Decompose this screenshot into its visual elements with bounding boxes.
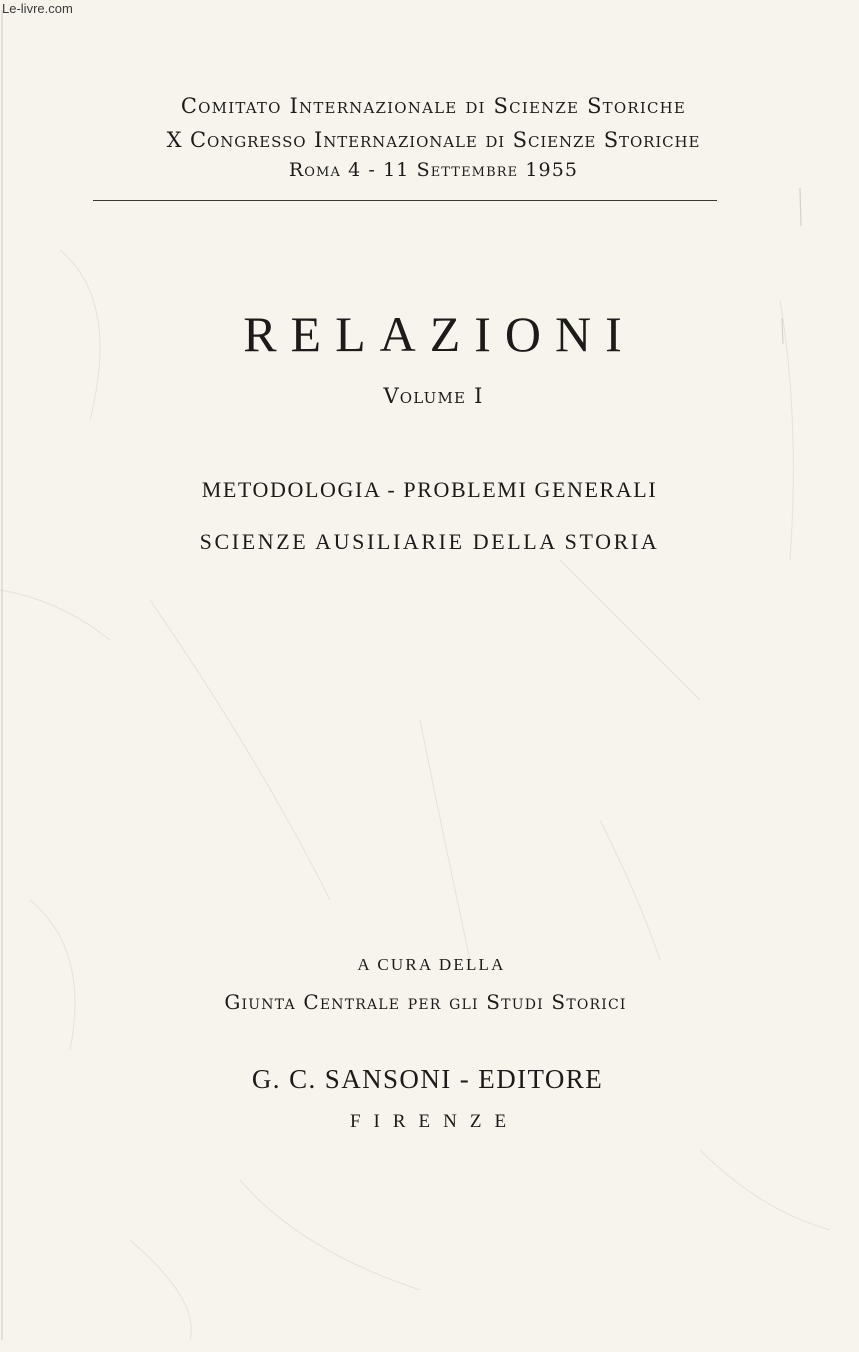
subject-line-2: SCIENZE AUSILIARIE DELLA STORIA [199, 529, 660, 554]
place-dates: Roma 4 - 11 Settembre 1955 [288, 159, 579, 181]
editor-name: Giunta Centrale per gli Studi Storici [224, 990, 627, 1014]
volume-label: Volume I [383, 384, 484, 408]
page-title: RELAZIONI [243, 306, 636, 362]
subject-line-1: METODOLOGIA - PROBLEMI GENERALI [201, 477, 658, 502]
header-divider [93, 200, 717, 201]
congress-heading: X Congresso Internazionale di Scienze Storiche [166, 128, 701, 152]
watermark-text: Le-livre.com [2, 1, 73, 16]
publisher-name: G. C. SANSONI - EDITORE [251, 1064, 604, 1094]
editor-label: A CURA DELLA [357, 955, 506, 974]
publisher-city: FIRENZE [349, 1111, 520, 1132]
committee-heading: Comitato Internazionale di Scienze Storiche [180, 94, 687, 118]
